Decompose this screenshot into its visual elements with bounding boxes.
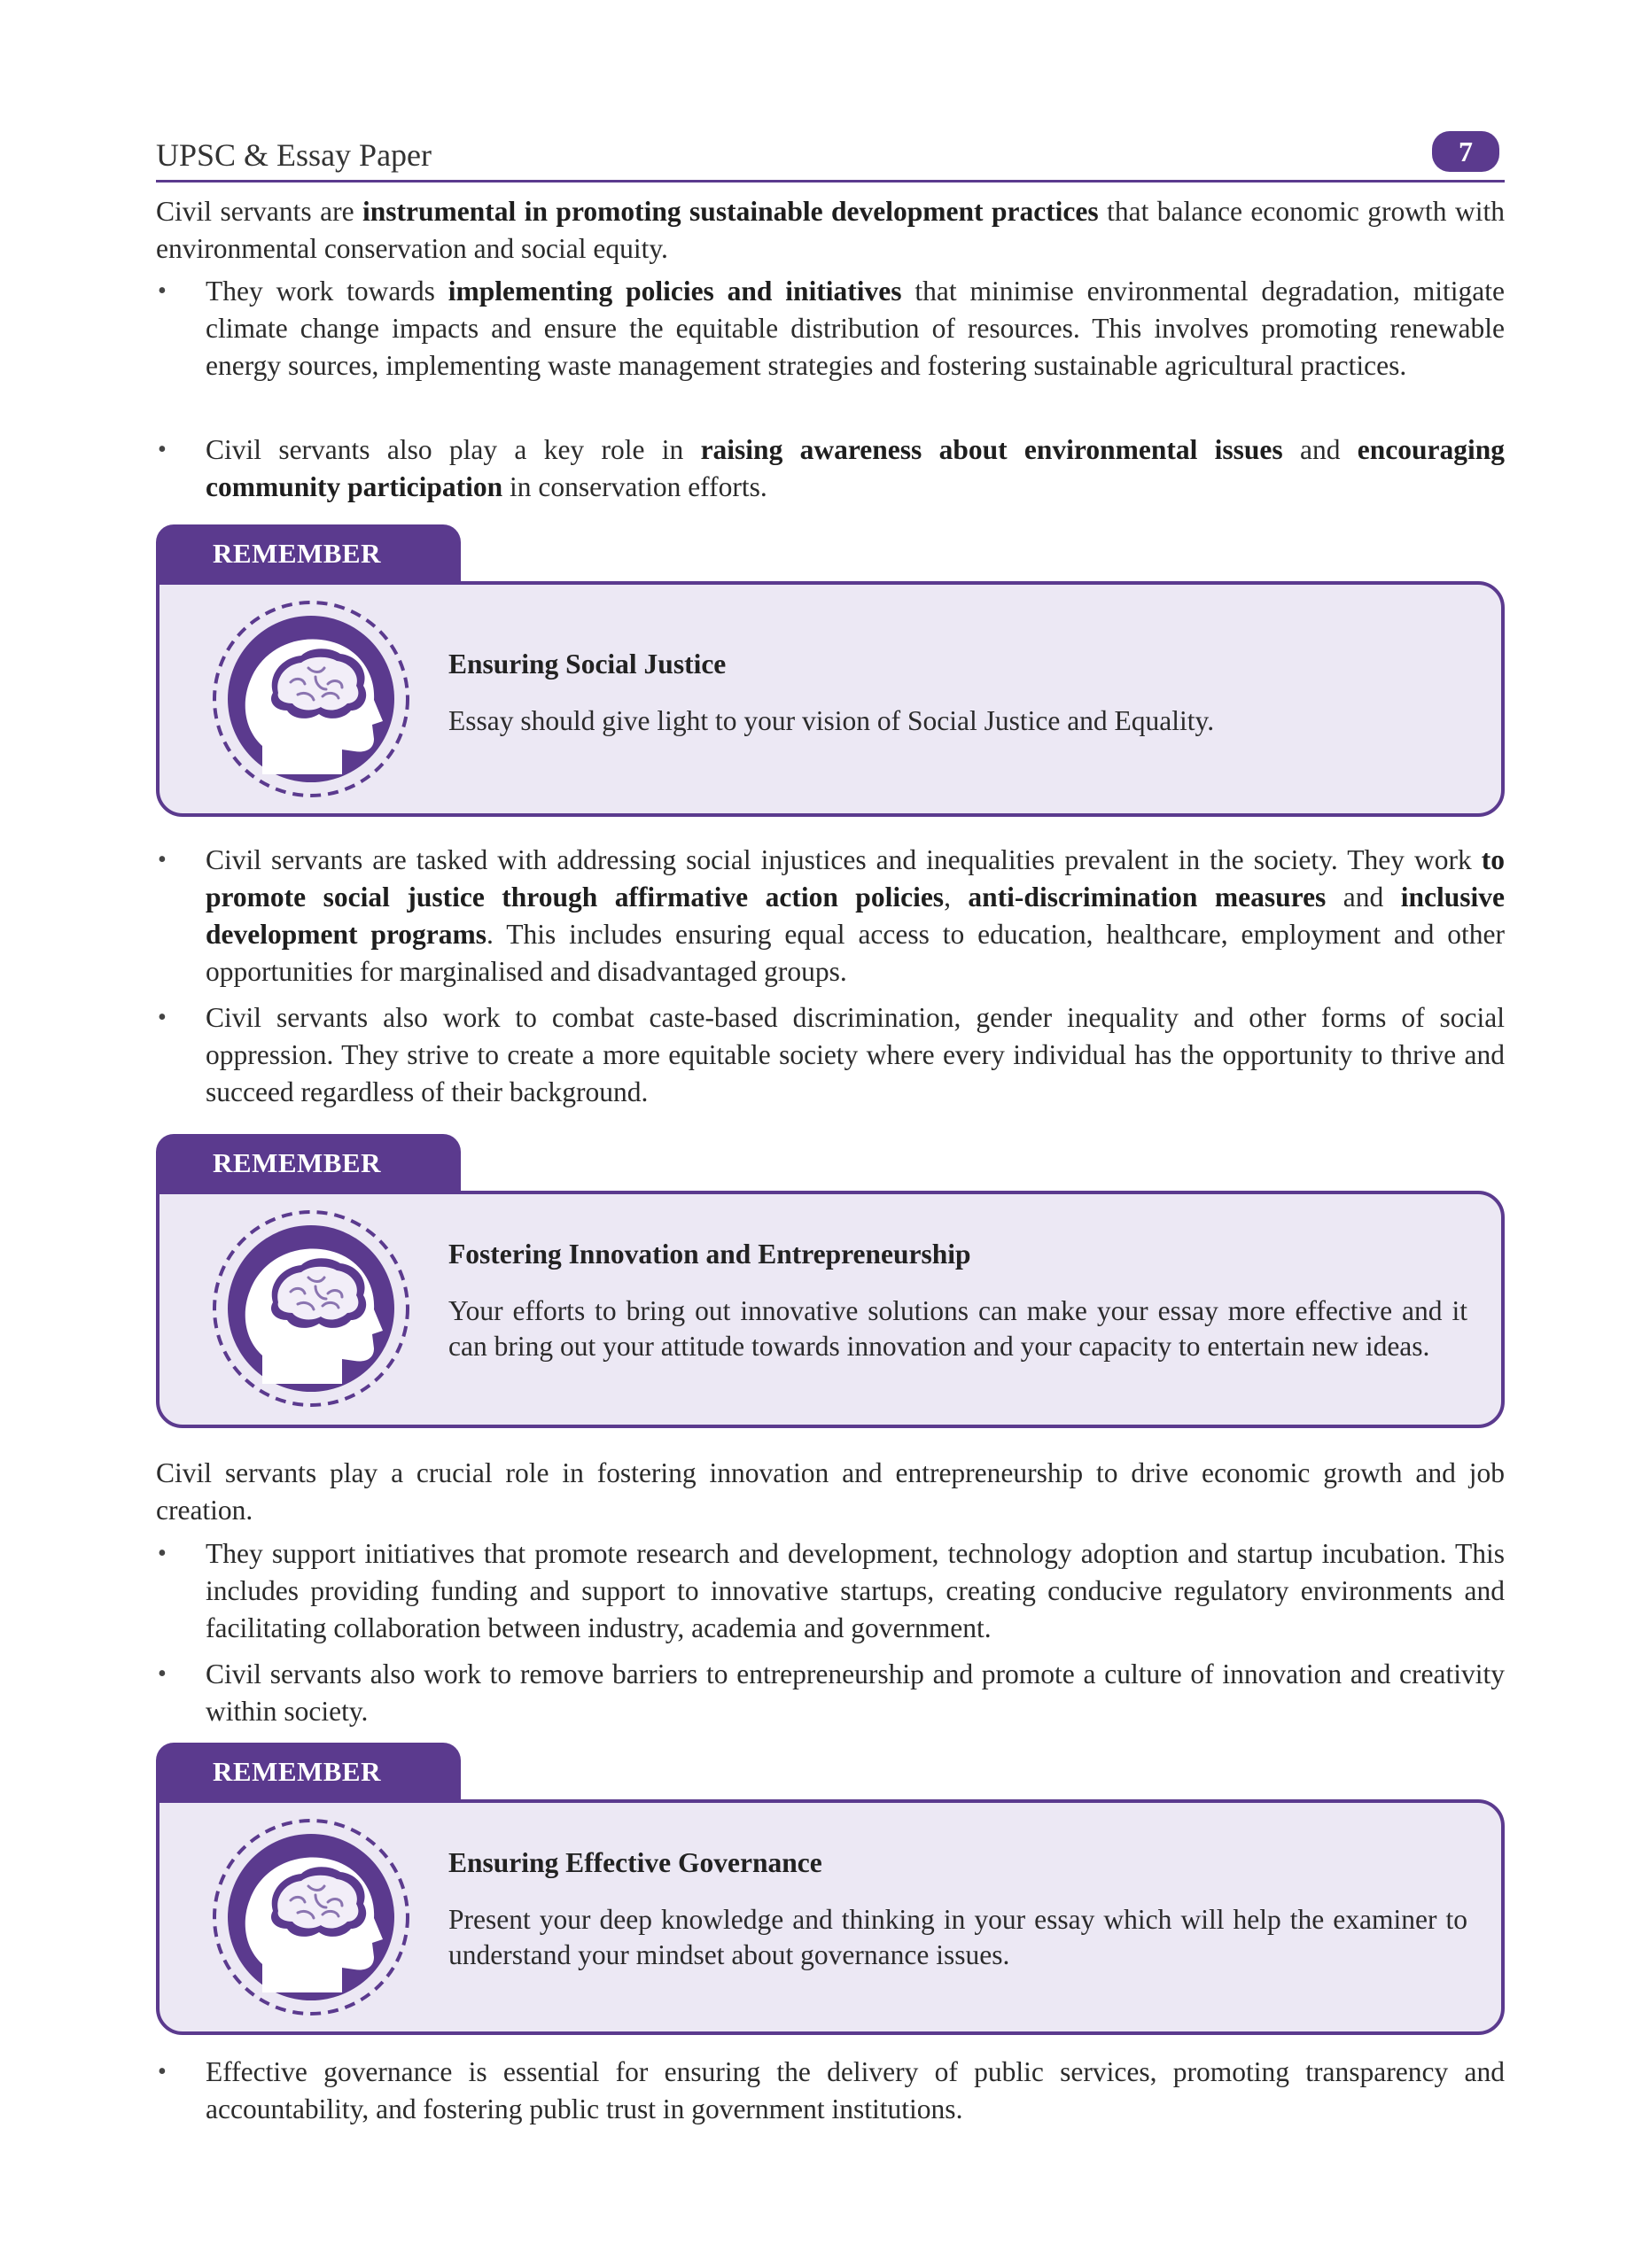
remember-tab: REMEMBER: [156, 1134, 461, 1192]
remember-title: Ensuring Effective Governance: [448, 1847, 822, 1878]
bullet-marker: •: [158, 1004, 167, 1031]
remember-box-innovation: [156, 1134, 1505, 1428]
remember-tab: REMEMBER: [156, 1743, 461, 1801]
bullet-marker: •: [158, 277, 167, 305]
paragraph-sustainable-development: Civil servants are instrumental in promoting sustainable development practices that balance economic growth with environmental conservation and social equity.: [156, 196, 1505, 264]
bullet-marker: •: [158, 2058, 167, 2085]
brain-icon: [209, 1207, 413, 1410]
bullet-marker: •: [158, 846, 167, 874]
remember-text: Essay should give light to your vision of Social Justice and Equality.: [448, 705, 1215, 736]
bullet-item: • Civil servants are tasked with addressing social injustices and inequalities prevalent in the society. They work to promote social justice through affirmative action policies, anti-discrimination measures and inclusive development programs. This includes ensuring equal access to education, healthcare, employment and other opportunities for marginalised and disadvantaged groups.: [206, 842, 1505, 990]
brain-icon: [209, 1815, 413, 2019]
page-number-badge: 7: [1432, 131, 1499, 172]
bullet-item: • Civil servants also work to remove barriers to entrepreneurship and promote a culture of innovation and creativity within society.: [206, 1656, 1505, 1730]
remember-content: [156, 1799, 1505, 2035]
remember-tab: REMEMBER: [156, 524, 461, 583]
remember-box-social-justice: [156, 524, 1505, 817]
remember-box-governance: [156, 1743, 1505, 2035]
header-title: UPSC & Essay Paper: [156, 137, 432, 173]
bullet-item: • Effective governance is essential for ensuring the delivery of public services, promoting transparency and accountability, and fostering public trust in government institutions.: [206, 2054, 1505, 2128]
remember-title: Ensuring Social Justice: [448, 649, 727, 680]
remember-text: Present your deep knowledge and thinking in your essay which will help the examiner to understand your mindset about governance issues.: [448, 1904, 1467, 1970]
bullet-item: • Civil servants also work to combat caste-based discrimination, gender inequality and other forms of social oppression. They strive to create a more equitable society where every individual has the opportunity to thrive and succeed regardless of their background.: [206, 999, 1505, 1111]
bullet-item: • Civil servants also play a key role in raising awareness about environmental issues and encouraging community participation in conservation efforts.: [206, 431, 1505, 506]
bullet-marker: •: [158, 1540, 167, 1567]
remember-content: [156, 1191, 1505, 1428]
bullet-marker: •: [158, 436, 167, 463]
remember-text: Your efforts to bring out innovative solutions can make your essay more effective and it can bring out your attitude towards innovation and your capacity to entertain new ideas.: [448, 1295, 1467, 1362]
remember-content: [156, 581, 1505, 817]
bullet-marker: •: [158, 1660, 167, 1688]
remember-title: Fostering Innovation and Entrepreneurship: [448, 1239, 971, 1270]
page-header: [156, 131, 1505, 183]
brain-icon: [209, 597, 413, 801]
bullet-item: • They support initiatives that promote research and development, technology adoption and startup incubation. This includes providing funding and support to innovative startups, creating conducive regulatory environments and facilitating collaboration between industry, academia and government.: [206, 1535, 1505, 1647]
paragraph-innovation: Civil servants play a crucial role in fostering innovation and entrepreneurship to drive economic growth and job creation.: [156, 1457, 1505, 1526]
bullet-item: • They work towards implementing policies and initiatives that minimise environmental degradation, mitigate climate change impacts and ensure the equitable distribution of resources. This involves promoting renewable energy sources, implementing waste management strategies and fostering sustainable agricultural practices.: [206, 273, 1505, 384]
